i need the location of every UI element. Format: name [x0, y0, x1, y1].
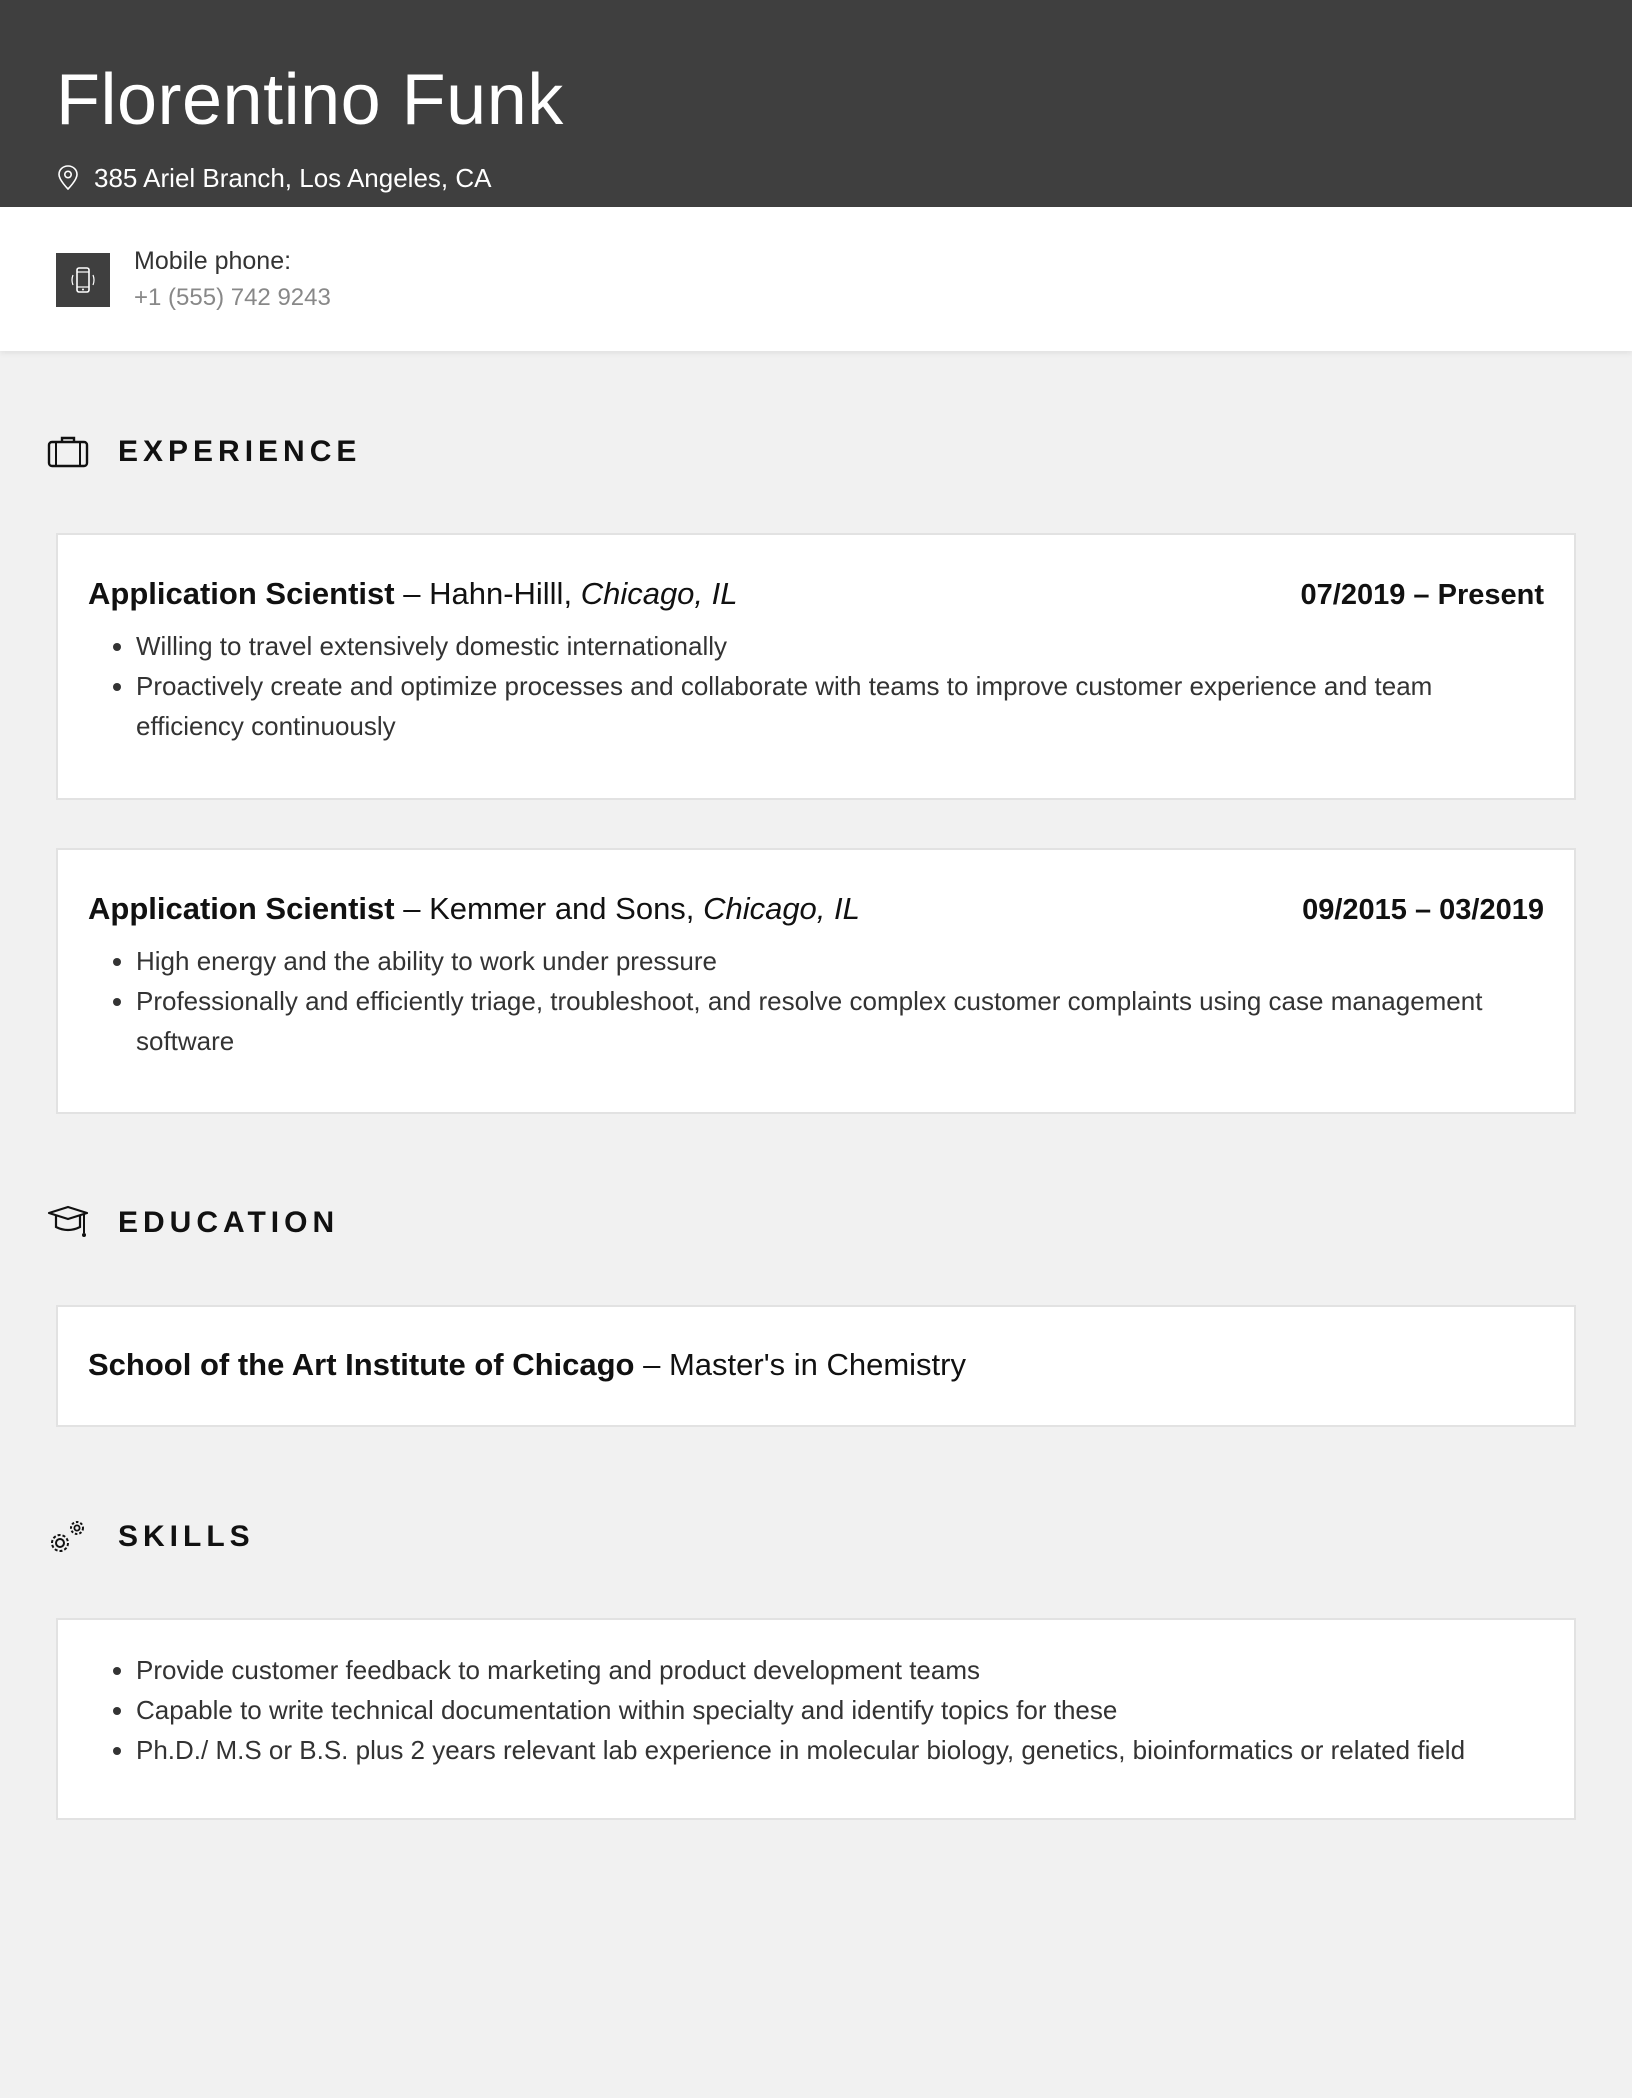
job-title: Application Scientist	[88, 891, 395, 926]
graduation-cap-icon	[46, 1203, 90, 1243]
job-dates: 07/2019 – Present	[1300, 579, 1544, 611]
job-heading	[88, 889, 860, 929]
mobile-phone-icon	[56, 253, 110, 307]
skills-title: SKILLS	[118, 1520, 255, 1553]
education-section-heading	[46, 1203, 339, 1243]
education-card	[56, 1305, 1576, 1427]
school-name: School of the Art Institute of Chicago	[88, 1347, 635, 1382]
list-item: • Capable to write technical documentation within specialty and identify topics for these	[136, 1690, 1544, 1730]
briefcase-icon	[46, 432, 90, 472]
list-item: • High energy and the ability to work under pressure	[136, 941, 1544, 981]
location-pin-icon	[56, 164, 80, 192]
job-bullets	[88, 626, 1544, 746]
resume-header	[0, 0, 1632, 207]
address-row	[56, 162, 1632, 194]
job-separator: –	[394, 891, 430, 926]
experience-card	[56, 848, 1576, 1114]
education-entry	[88, 1345, 1544, 1385]
job-location: Chicago, IL	[580, 576, 738, 611]
education-separator: –	[634, 1347, 669, 1382]
job-company: Kemmer and Sons,	[429, 891, 695, 926]
list-item: • Professionally and efficiently triage, troubleshoot, and resolve complex customer complaints using case management software	[136, 981, 1544, 1061]
degree: Master's in Chemistry	[668, 1347, 966, 1382]
contact-bar	[0, 207, 1632, 351]
candidate-name: Florentino Funk	[56, 60, 564, 140]
job-location: Chicago, IL	[703, 891, 860, 926]
job-heading	[88, 574, 738, 614]
skills-section-heading	[46, 1517, 255, 1557]
job-separator: –	[394, 576, 430, 611]
experience-section-heading	[46, 432, 361, 472]
job-company: Hahn-Hilll,	[429, 576, 573, 611]
job-bullets	[88, 941, 1544, 1061]
list-item: • Proactively create and optimize processes and collaborate with teams to improve customer experience and team efficiency continuously	[136, 666, 1544, 746]
experience-card	[56, 533, 1576, 800]
phone-value: +1 (555) 742 9243	[134, 284, 331, 311]
list-item: • Provide customer feedback to marketing and product development teams	[136, 1650, 1544, 1690]
address-text: 385 Ariel Branch, Los Angeles, CA	[94, 163, 492, 193]
skills-card	[56, 1618, 1576, 1820]
experience-title: EXPERIENCE	[118, 435, 362, 468]
job-title: Application Scientist	[88, 576, 395, 611]
contact-info	[134, 245, 331, 313]
job-dates: 09/2015 – 03/2019	[1302, 894, 1544, 926]
education-title: EDUCATION	[118, 1206, 340, 1239]
skills-list	[88, 1650, 1544, 1770]
list-item: • Willing to travel extensively domestic internationally	[136, 626, 1544, 666]
phone-label: Mobile phone:	[134, 247, 292, 275]
gears-icon	[46, 1517, 90, 1557]
list-item: • Ph.D./ M.S or B.S. plus 2 years relevant lab experience in molecular biology, genetics, bioinformatics or related field	[136, 1730, 1544, 1770]
